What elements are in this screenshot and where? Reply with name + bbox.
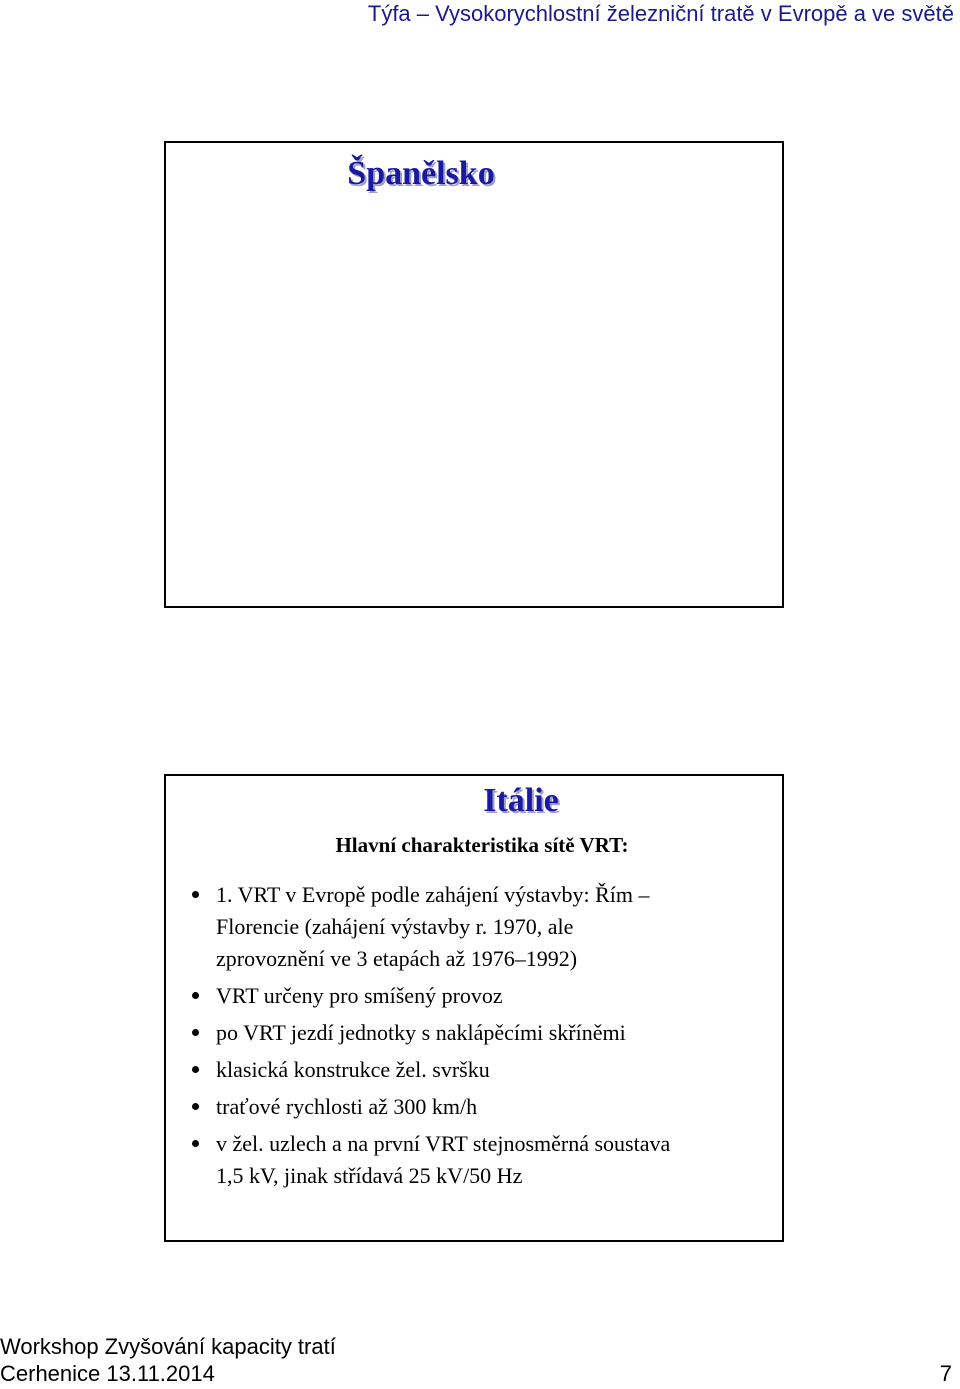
slide-subtitle: Hlavní charakteristika sítě VRT: [335, 833, 629, 857]
bullet-item [188, 1017, 762, 1049]
bullet-item [188, 1054, 762, 1086]
bullet-line: 1,5 kV, jinak střídavá 25 kV/50 Hz [216, 1163, 523, 1188]
bullet-item [188, 1091, 762, 1123]
footer-place-date: Cerhenice 13.11.2014 [0, 1361, 215, 1386]
slide-italy [164, 774, 784, 1242]
bullet-line: traťové rychlosti až 300 km/h [216, 1094, 478, 1119]
bullet-line: klasická konstrukce žel. svršku [216, 1057, 490, 1082]
bullet-item [188, 1128, 762, 1192]
bullet-line: 1. VRT v Evropě podle zahájení výstavby: Řím – [216, 882, 650, 907]
slide-title: Itálie [483, 782, 559, 819]
bullet-line: po VRT jezdí jednotky s naklápěcími skříněmi [216, 1020, 626, 1045]
bullet-dot-icon [192, 891, 199, 898]
slide-title: Španělsko [347, 155, 495, 192]
bullet-list [188, 879, 762, 1197]
bullet-line: Florencie (zahájení výstavby r. 1970, ale [216, 914, 574, 939]
slide-spain [164, 141, 784, 608]
bullet-dot-icon [192, 1103, 199, 1110]
bullet-item [188, 980, 762, 1012]
bullet-line: v žel. uzlech a na první VRT stejnosměrná soustava [216, 1131, 671, 1156]
bullet-dot-icon [192, 1029, 199, 1036]
bullet-item [188, 879, 762, 975]
bullet-line: zprovoznění ve 3 etapách až 1976–1992) [216, 946, 578, 971]
bullet-line: VRT určeny pro smíšený provoz [216, 983, 503, 1008]
page-number: 7 [939, 1361, 952, 1386]
footer-workshop: Workshop Zvyšování kapacity tratí [0, 1334, 336, 1359]
bullet-dot-icon [192, 1066, 199, 1073]
page-header: Týfa – Vysokorychlostní železniční tratě v Evropě a ve světě [367, 1, 954, 26]
bullet-dot-icon [192, 1140, 199, 1147]
bullet-dot-icon [192, 992, 199, 999]
